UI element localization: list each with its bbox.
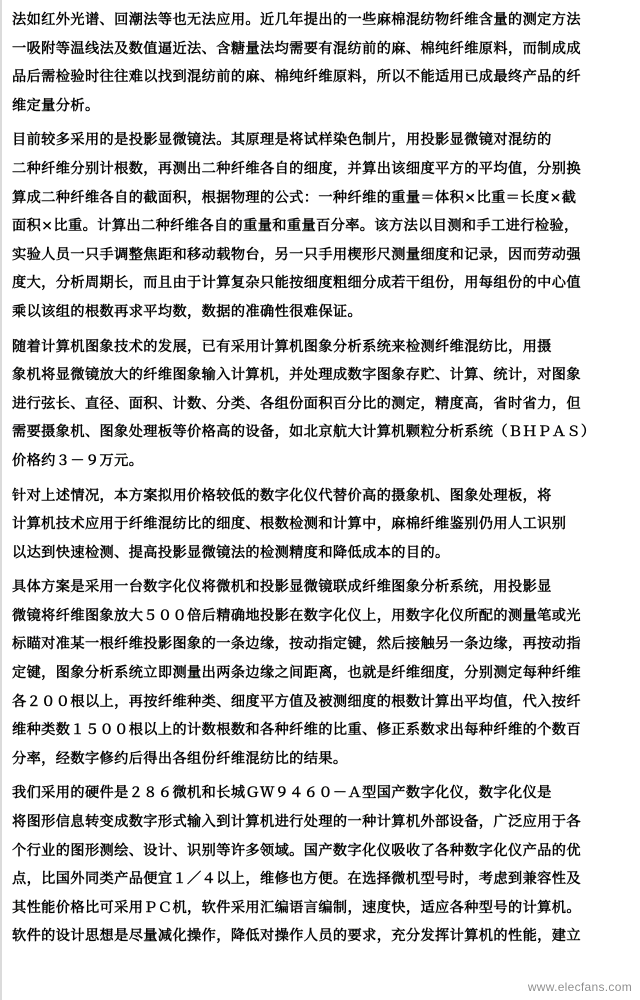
text-line: 微镜将纤维图象放大５００倍后精确地投影在数字化仪上，用数字化仪所配的测量笔或光 xyxy=(12,607,581,624)
paragraph xyxy=(12,482,630,568)
text-line: 维种类数１５００根以上的计数根数和各种纤维的比重、修正系数求出每种纤维的个数百 xyxy=(12,722,581,739)
text-line: 点，比国外同类产品便宜１／４以上，维修也方便。在选择微机型号时，考虑到兼容性及 xyxy=(12,871,581,888)
text-line: 我们采用的硬件是２８６微机和长城ＧＷ９４６０－Ａ型国产数字化仪，数字化仪是 xyxy=(12,785,552,802)
document-body xyxy=(12,6,630,951)
text-line: 具体方案是采用一台数字化仪将微机和投影显微镜联成纤维图象分析系统，用投影显 xyxy=(12,579,552,596)
text-line: 其性能价格比可采用ＰＣ机，软件采用汇编语言编制，速度快，适应各种型号的计算机。 xyxy=(12,899,581,916)
paragraph xyxy=(12,573,630,773)
text-line: 随着计算机图象技术的发展，已有采用计算机图象分析系统来检测纤维混纺比，用摄 xyxy=(12,338,552,355)
paragraph xyxy=(12,333,630,476)
watermark: www.elecfans.com xyxy=(527,980,632,994)
text-line: 进行弦长、直径、面积、计数、分类、各组份面积百分比的测定，精度高，省时省力，但 xyxy=(12,395,581,412)
text-line: 个行业的图形测绘、设计、识别等许多领域。国产数字化仪吸收了各种数字化仪产品的优 xyxy=(12,842,581,859)
text-line: 二种纤维分别计根数，再测出二种纤维各自的细度，并算出该细度平方的平均值，分别换 xyxy=(12,160,581,177)
text-line: 软件的设计思想是尽量减化操作，降低对操作人员的要求，充分发挥计算机的性能，建立 xyxy=(12,928,581,945)
text-line: 目前较多采用的是投影显微镜法。其原理是将试样染色制片，用投影显微镜对混纺的 xyxy=(12,132,552,149)
text-line: 价格约３－９万元。 xyxy=(12,452,144,469)
text-line: 各２００根以上，再按纤维种类、细度平方值及被测细度的根数计算出平均值，代入按纤 xyxy=(12,693,581,710)
paragraph xyxy=(12,126,630,326)
text-line: 以达到快速检测、提高投影显微镜法的检测精度和降低成本的目的。 xyxy=(12,544,450,561)
text-line: 实验人员一只手调整焦距和移动载物台，另一只手用楔形尺测量细度和记录，因而劳动强 xyxy=(12,246,581,263)
text-line: 算成二种纤维各自的截面积，根据物理的公式：一种纤维的重量＝体积×比重＝长度×截 xyxy=(12,189,577,206)
text-line: 将图形信息转变成数字形式输入到计算机进行处理的一种计算机外部设备，广泛应用于各 xyxy=(12,814,581,831)
text-line: 维定量分析。 xyxy=(12,97,100,114)
paragraph xyxy=(12,779,630,951)
text-line: 法如红外光谱、回潮法等也无法应用。近几年提出的一些麻棉混纺物纤维含量的测定方法 xyxy=(12,12,581,28)
text-line: 品后需检验时往往难以找到混纺前的麻、棉纯纤维原料，所以不能适用已成最终产品的纤 xyxy=(12,69,581,86)
text-line: 标瞄对准某一根纤维投影图象的一条边缘，按动指定键，然后接触另一条边缘，再按动指 xyxy=(12,636,581,653)
text-line: 需要摄象机、图象处理板等价格高的设备，如北京航大计算机颗粒分析系统（ＢＨＰＡＳ） xyxy=(12,424,596,441)
text-line: 度大，分析周期长，而且由于计算复杂只能按细度粗细分成若干组份，用每组份的中心值 xyxy=(12,275,581,292)
paragraph xyxy=(12,6,630,120)
text-line: 一吸附等温线法及数值逼近法、含糖量法均需要有混纺前的麻、棉纯纤维原料，而制成成 xyxy=(12,40,581,57)
text-line: 分率，经数字修约后得出各组份纤维混纺比的结果。 xyxy=(12,750,348,767)
text-line: 定键，图象分析系统立即测量出两条边缘之间距离，也就是纤维细度，分别测定每种纤维 xyxy=(12,665,581,682)
text-line: 计算机技术应用于纤维混纺比的细度、根数检测和计算中，麻棉纤维鉴别仍用人工识别 xyxy=(12,516,567,533)
text-line: 乘以该组的根数再求平均数，数据的准确性很难保证。 xyxy=(12,303,363,320)
text-line: 象机将显微镜放大的纤维图象输入计算机，并处理成数字图象存贮、计算、统计，对图象 xyxy=(12,367,581,384)
text-line: 针对上述情况，本方案拟用价格较低的数字化仪代替价高的摄象机、图象处理板，将 xyxy=(12,487,552,504)
text-line: 面积×比重。计算出二种纤维各自的重量和重量百分率。该方法以目测和手工进行检验， xyxy=(12,218,579,235)
